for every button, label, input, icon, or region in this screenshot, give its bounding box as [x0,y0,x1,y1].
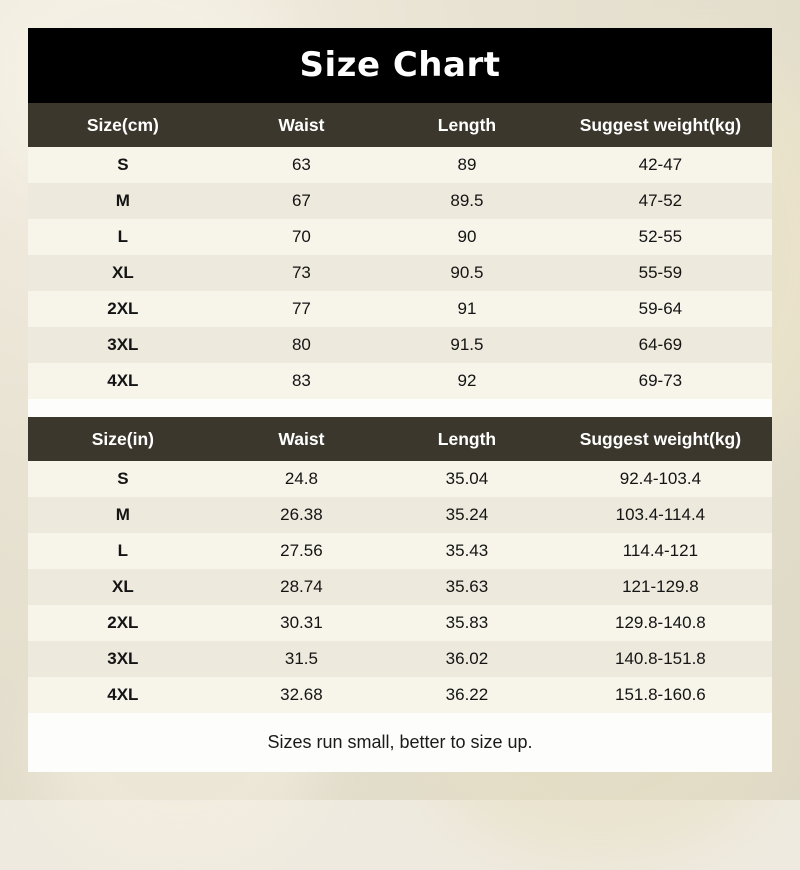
column-header-length-cm: Length [385,103,549,147]
column-header-weight-in: Suggest weight(kg) [549,417,772,461]
table-row [28,641,772,677]
cell-weight: 42-47 [549,147,772,183]
column-header-waist-cm: Waist [218,103,385,147]
cell-weight: 69-73 [549,363,772,399]
cell-waist: 70 [218,219,385,255]
cell-length: 91.5 [385,327,549,363]
cell-length: 89.5 [385,183,549,219]
cell-length: 92 [385,363,549,399]
cell-size: 4XL [28,363,218,399]
cell-waist: 80 [218,327,385,363]
cell-weight: 52-55 [549,219,772,255]
cell-waist: 24.8 [218,461,385,497]
cell-length: 90 [385,219,549,255]
cell-waist: 32.68 [218,677,385,713]
table-header-row [28,417,772,461]
table-row [28,677,772,713]
cell-size: XL [28,255,218,291]
cell-waist: 31.5 [218,641,385,677]
cell-waist: 67 [218,183,385,219]
cell-weight: 140.8-151.8 [549,641,772,677]
table-row [28,605,772,641]
cell-weight: 103.4-114.4 [549,497,772,533]
table-row [28,219,772,255]
cell-waist: 83 [218,363,385,399]
table-header-row [28,103,772,147]
cell-length: 36.02 [385,641,549,677]
column-header-waist-in: Waist [218,417,385,461]
cell-size: XL [28,569,218,605]
cell-size: M [28,497,218,533]
cell-waist: 27.56 [218,533,385,569]
cell-length: 90.5 [385,255,549,291]
cell-weight: 55-59 [549,255,772,291]
cell-size: M [28,183,218,219]
table-row [28,183,772,219]
cell-weight: 64-69 [549,327,772,363]
table-row [28,363,772,399]
cell-weight: 121-129.8 [549,569,772,605]
column-header-length-in: Length [385,417,549,461]
footnote-text: Sizes run small, better to size up. [28,713,772,772]
table-row [28,497,772,533]
cell-weight: 47-52 [549,183,772,219]
cell-weight: 114.4-121 [549,533,772,569]
size-table-cm [28,103,772,399]
table-row [28,147,772,183]
table-row [28,255,772,291]
cell-waist: 26.38 [218,497,385,533]
cell-size: L [28,533,218,569]
cell-waist: 28.74 [218,569,385,605]
cell-length: 35.83 [385,605,549,641]
cell-size: L [28,219,218,255]
cell-size: 3XL [28,641,218,677]
cell-length: 35.24 [385,497,549,533]
cell-size: 2XL [28,605,218,641]
cell-size: S [28,147,218,183]
cell-size: S [28,461,218,497]
cell-size: 4XL [28,677,218,713]
size-table-in [28,417,772,713]
table-row [28,569,772,605]
cell-length: 35.04 [385,461,549,497]
column-header-weight-cm: Suggest weight(kg) [549,103,772,147]
size-chart-card [28,28,772,772]
cell-waist: 30.31 [218,605,385,641]
column-header-size-in: Size(in) [28,417,218,461]
cell-weight: 59-64 [549,291,772,327]
cell-length: 35.63 [385,569,549,605]
cell-weight: 92.4-103.4 [549,461,772,497]
cell-length: 36.22 [385,677,549,713]
cell-waist: 73 [218,255,385,291]
table-row [28,533,772,569]
page-title: Size Chart [28,28,772,103]
table-separator [28,399,772,417]
cell-waist: 63 [218,147,385,183]
cell-waist: 77 [218,291,385,327]
cell-size: 3XL [28,327,218,363]
cell-weight: 129.8-140.8 [549,605,772,641]
table-row [28,327,772,363]
cell-length: 91 [385,291,549,327]
cell-size: 2XL [28,291,218,327]
cell-length: 89 [385,147,549,183]
table-row [28,291,772,327]
column-header-size-cm: Size(cm) [28,103,218,147]
cell-weight: 151.8-160.6 [549,677,772,713]
cell-length: 35.43 [385,533,549,569]
table-row [28,461,772,497]
